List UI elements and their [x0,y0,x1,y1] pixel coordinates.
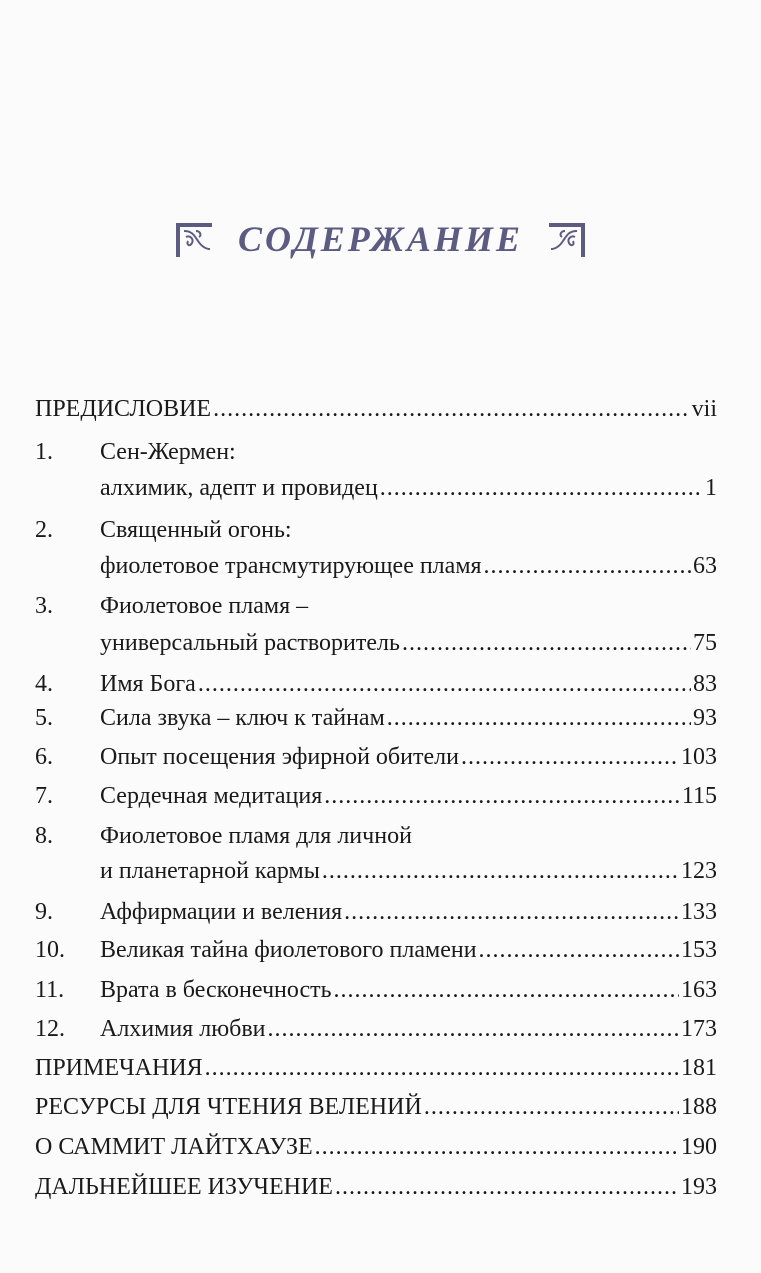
toc-entry [35,1012,717,1046]
dot-leader [205,1051,679,1085]
dot-leader [461,740,679,774]
entry-number: 11. [35,977,65,1003]
entry-title: и планетарной кармы [100,858,320,884]
entry-title: О САММИТ ЛАЙТХАУЗЕ [35,1134,313,1160]
entry-number: 3. [35,593,53,619]
corner-ornament-icon [174,219,216,259]
entry-title: Священный огонь: [100,517,292,543]
entry-page-number: 83 [693,671,717,697]
dot-leader [380,471,703,505]
entry-title: Опыт посещения эфирной обители [100,744,459,770]
entry-number: 7. [35,783,53,809]
corner-ornament-icon [545,219,587,259]
toc-entry [35,471,717,505]
entry-page-number: 93 [693,705,717,731]
entry-number: 8. [35,823,53,849]
toc-entry [35,740,717,774]
entry-title: Имя Бога [100,671,196,697]
dot-leader [268,1012,679,1046]
dot-leader [198,667,691,701]
entry-title: алхимик, адепт и провидец [100,475,378,501]
entry-title: Сен-Жермен: [100,439,236,465]
toc-entry [35,1090,717,1124]
entry-page-number: 163 [681,977,717,1003]
dot-leader [334,973,679,1007]
toc-entry [35,392,717,426]
entry-number: 9. [35,899,53,925]
entry-page-number: 133 [681,899,717,925]
entry-title: Сила звука – ключ к тайнам [100,705,385,731]
entry-title: фиолетовое трансмутирующее пламя [100,553,482,579]
toc-entry [35,589,717,623]
entry-page-number: 193 [681,1174,717,1200]
entry-title: Фиолетовое пламя – [100,593,309,619]
dot-leader [387,701,691,735]
entry-title: Великая тайна фиолетового пламени [100,937,477,963]
entry-title: ДАЛЬНЕЙШЕЕ ИЗУЧЕНИЕ [35,1174,333,1200]
entry-page-number: 75 [693,630,717,656]
entry-page-number: 115 [681,783,717,809]
dot-leader [322,854,679,888]
entry-number: 12. [35,1016,65,1042]
toc-entry [35,701,717,735]
page-title: СОДЕРЖАНИЕ [238,219,523,259]
entry-title: РЕСУРСЫ ДЛЯ ЧТЕНИЯ ВЕЛЕНИЙ [35,1094,422,1120]
entry-title: ПРЕДИСЛОВИЕ [35,396,212,422]
toc-entry [35,667,717,701]
toc-entry [35,933,717,967]
dot-leader [315,1130,679,1164]
entry-page-number: 1 [705,475,717,501]
dot-leader [484,549,691,583]
entry-title: Фиолетовое пламя для личной [100,823,412,849]
toc-entry [35,1051,717,1085]
toc-entry [35,973,717,1007]
dot-leader [402,626,691,660]
entry-title: Сердечная медитация [100,783,323,809]
toc-entry [35,1170,717,1204]
entry-number: 5. [35,705,53,731]
toc-entry [35,549,717,583]
toc-entry [35,435,717,469]
entry-title: Врата в бесконечность [100,977,332,1003]
dot-leader [344,895,679,929]
entry-title: Аффирмации и веления [100,899,343,925]
entry-title: ПРИМЕЧАНИЯ [35,1055,203,1081]
entry-page-number: 173 [681,1016,717,1042]
entry-page-number: 181 [681,1055,717,1081]
entry-title: универсальный растворитель [100,630,400,656]
dot-leader [213,392,690,426]
dot-leader [479,933,679,967]
entry-number: 1. [35,439,53,465]
dot-leader [424,1090,679,1124]
entry-page-number: 103 [681,744,717,770]
entry-page-number: 190 [681,1134,717,1160]
toc-entry [35,895,717,929]
entry-number: 2. [35,517,53,543]
dot-leader [324,779,680,813]
entry-page-number: 63 [693,553,717,579]
toc-entry [35,513,717,547]
entry-number: 6. [35,744,53,770]
contents-heading [0,218,761,260]
entry-number: 10. [35,937,65,963]
toc-entry [35,626,717,660]
toc-entry [35,819,717,853]
toc-entry [35,1130,717,1164]
toc-entry [35,779,717,813]
entry-title: Алхимия любви [100,1016,266,1042]
entry-page-number: vii [691,396,717,422]
entry-number: 4. [35,671,53,697]
dot-leader [335,1170,679,1204]
toc-entry [35,854,717,888]
entry-page-number: 188 [681,1094,717,1120]
entry-page-number: 123 [681,858,717,884]
entry-page-number: 153 [681,937,717,963]
